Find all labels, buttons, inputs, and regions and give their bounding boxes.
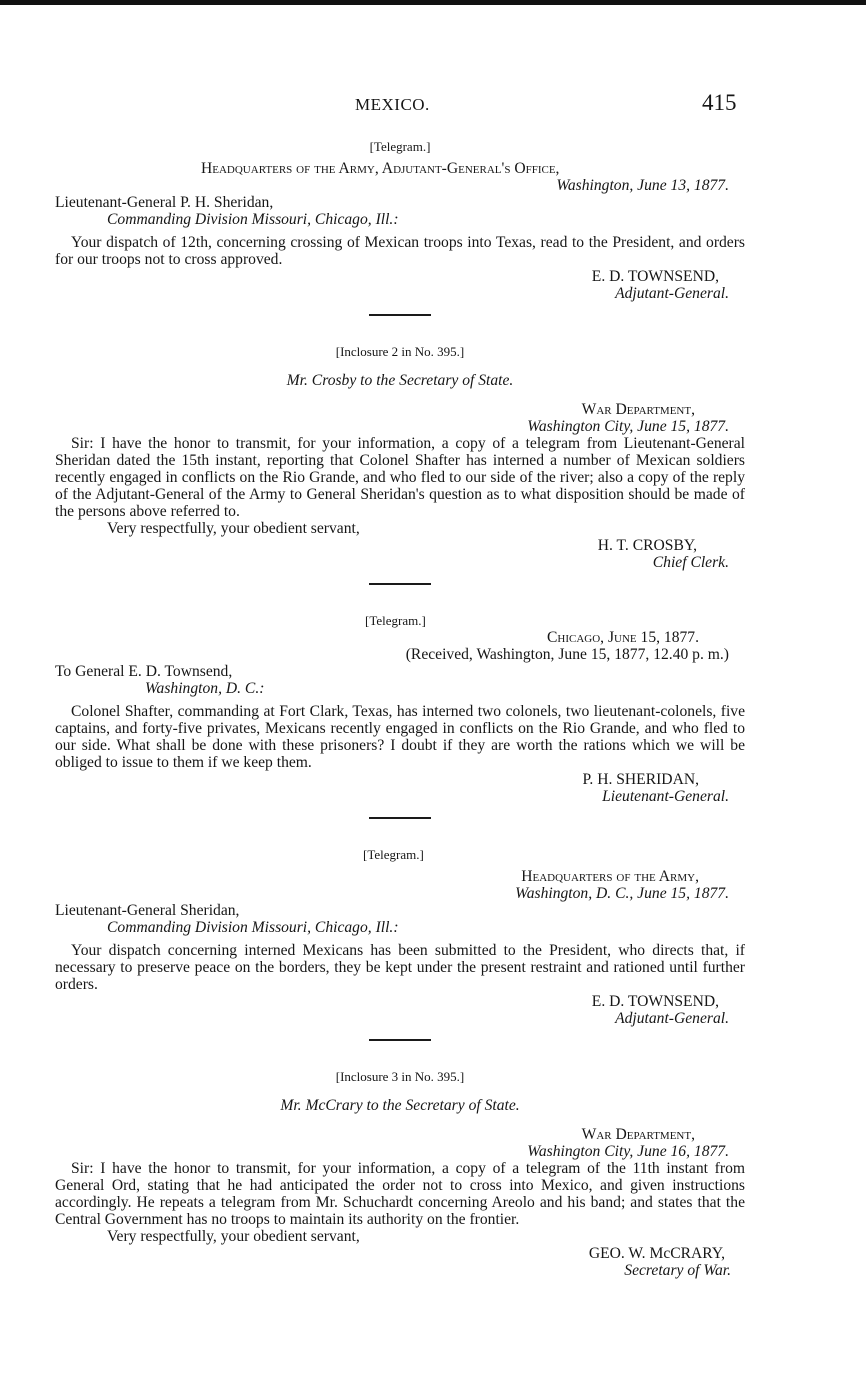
letter-body: Sir: I have the honor to transmit, for your information, a copy of a telegram from Lieutenant-General Sheridan dated the 15th instant, reporting that Colonel Shafter has interned a number of Mexican soldiers recently engaged in conflicts on the Rio Grande, and who fled to our side of the river; also a copy of the reply of the Adjutant-General of the Army to General Sheridan's question as to what disposition should be made of the persons above referred to. [55, 435, 745, 520]
signature-title: Adjutant-General. [615, 285, 729, 302]
section-divider [369, 314, 431, 316]
telegram-body: Colonel Shafter, commanding at Fort Clark, Texas, has interned two colonels, two lieutenant-colonels, five captains, and forty-five privates, Mexicans recently engaged in conflicts on the Rio Grande, and who fled to our side. What shall be done with these prisoners? I doubt if they are worth the rations which we will be obliged to issue to them if we keep them. [55, 703, 745, 771]
telegram-body: Your dispatch concerning interned Mexicans has been submitted to the President, who directs that, if necessary to preserve peace on the borders, they be kept under the present restraint and rationed until further orders. [55, 942, 745, 993]
section-divider [369, 1039, 431, 1041]
closing: Very respectfully, your obedient servant, [107, 1228, 360, 1245]
document-body [55, 138, 745, 1279]
telegram-june-13 [55, 138, 745, 302]
dateline: Chicago, June 15, 1877. [546, 629, 699, 646]
letter-heading: Mr. McCrary to the Secretary of State. [280, 1097, 520, 1114]
letter-body: Sir: I have the honor to transmit, for your information, a copy of a telegram of the 11th instant from General Ord, stating that he had anticipated the order not to cross into Mexico, and given instructions accordingly. He repeats a telegram from Mr. Schuchardt concerning Areolo and his band; and states that the Central Government has no troops to maintain its authority on the frontier. [55, 1160, 745, 1228]
signature-name: GEO. W. McCRARY, [588, 1245, 725, 1262]
inclosure-2-letter [55, 343, 745, 571]
inclosure-tag: [Inclosure 3 in No. 395.] [335, 1069, 465, 1084]
signature-title: Adjutant-General. [615, 1010, 729, 1027]
department-line: War Department, [581, 401, 695, 418]
addressee-subtitle: Commanding Division Missouri, Chicago, Ill.: [107, 919, 399, 936]
signature-title: Secretary of War. [624, 1262, 731, 1279]
addressee: Lieutenant-General P. H. Sheridan, [55, 194, 274, 211]
received-line: (Received, Washington, June 15, 1877, 12.40 p. m.) [405, 646, 729, 663]
addressee: To General E. D. Townsend, [55, 663, 233, 680]
closing: Very respectfully, your obedient servant, [107, 520, 360, 537]
signature-name: E. D. TOWNSEND, [591, 268, 719, 285]
telegram-june-15-reply [55, 846, 745, 1027]
addressee: Lieutenant-General Sheridan, [55, 902, 240, 919]
department-line: War Department, [581, 1126, 695, 1143]
dateline: Washington City, June 16, 1877. [527, 1143, 729, 1160]
headquarters-line: Headquarters of the Army, Adjutant-General's Office, [201, 160, 560, 177]
telegram-body: Your dispatch of 12th, concerning crossing of Mexican troops into Texas, read to the President, and orders for our troops not to cross approved. [55, 234, 745, 268]
addressee-subtitle: Washington, D. C.: [145, 680, 265, 697]
dateline: Washington, D. C., June 15, 1877. [515, 885, 729, 902]
signature-title: Lieutenant-General. [602, 788, 729, 805]
running-title: MEXICO. [355, 95, 430, 114]
section-divider [369, 583, 431, 585]
headquarters-line: Headquarters of the Army, [521, 868, 699, 885]
dateline: Washington, June 13, 1877. [556, 177, 729, 194]
letter-heading: Mr. Crosby to the Secretary of State. [286, 372, 514, 389]
signature-title: Chief Clerk. [652, 554, 729, 571]
signature-name: H. T. CROSBY, [597, 537, 697, 554]
signature-name: E. D. TOWNSEND, [591, 993, 719, 1010]
section-divider [369, 817, 431, 819]
telegram-chicago [55, 612, 745, 805]
signature-name: P. H. SHERIDAN, [582, 771, 699, 788]
inclosure-3-letter [55, 1068, 745, 1279]
dateline: Washington City, June 15, 1877. [527, 418, 729, 435]
telegram-tag: [Telegram.] [365, 613, 426, 628]
telegram-tag: [Telegram.] [363, 847, 424, 862]
running-header [0, 90, 866, 124]
addressee-subtitle: Commanding Division Missouri, Chicago, Ill.: [107, 211, 399, 228]
telegram-tag: [Telegram.] [369, 139, 431, 154]
inclosure-tag: [Inclosure 2 in No. 395.] [335, 344, 465, 359]
page-number: 415 [702, 90, 737, 115]
